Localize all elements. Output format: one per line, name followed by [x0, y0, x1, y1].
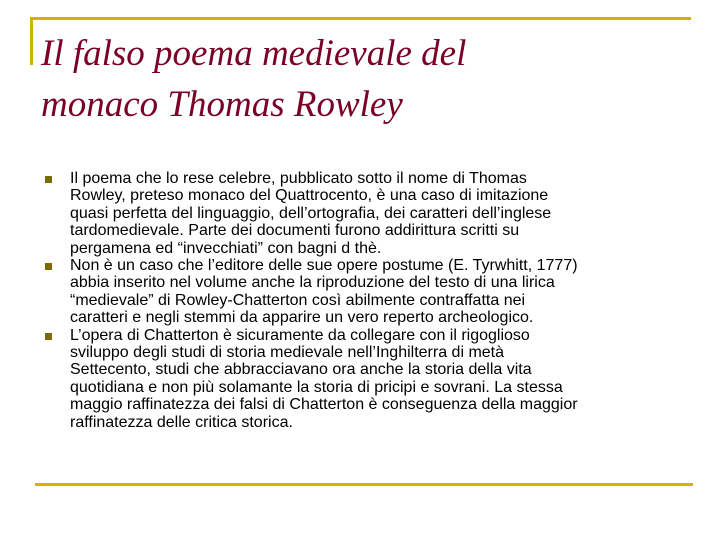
- text-line: Settecento, studi che abbracciavano ora anche la storia della vita: [70, 361, 532, 379]
- text-line: maggio raffinatezza dei falsi di Chatterton è conseguenza della maggior: [70, 396, 578, 414]
- bullet-text: [70, 257, 684, 327]
- text-line: pergamena ed “invecchiati” con bagni d thè.: [70, 239, 382, 257]
- text-line: caratteri e negli stemmi da apparire un vero reperto archeologico.: [70, 309, 534, 327]
- frame-bottom-rule: [35, 483, 693, 486]
- text-line: sviluppo degli studi di storia medievale nell’Inghilterra di metà: [70, 344, 505, 362]
- text-line: “medievale” di Rowley-Chatterton così abilmente contraffatta nei: [70, 291, 526, 309]
- text-line: quasi perfetta del linguaggio, dell’ortografia, dei caratteri dell’inglese: [70, 204, 552, 222]
- text-line: Non è un caso che l’editore delle sue opere postume (E. Tyrwhitt, 1777): [70, 257, 578, 275]
- text-line: tardomedievale. Parte dei documenti furono addirittura scritti su: [70, 222, 520, 240]
- text-line: quotidiana e non più solamante la storia di pricipi e sovrani. La stessa: [70, 378, 563, 396]
- bullet-list: [44, 170, 684, 431]
- bullet-text: [70, 327, 684, 431]
- square-bullet-icon: [45, 333, 52, 340]
- frame-left-rule: [30, 17, 33, 65]
- bullet-item: [44, 327, 684, 431]
- bullet-item: [44, 170, 684, 257]
- bullet-item: [44, 257, 684, 327]
- square-bullet-icon: [45, 176, 52, 183]
- bullet-text: [70, 170, 684, 257]
- text-line: Il poema che lo rese celebre, pubblicato sotto il nome di Thomas: [70, 170, 527, 187]
- frame-top-rule: [30, 17, 691, 20]
- text-line: raffinatezza delle critica storica.: [70, 413, 293, 431]
- title-line: monaco Thomas Rowley: [41, 84, 403, 125]
- text-line: abbia inserito nel volume anche la riproduzione del testo di una lirica: [70, 274, 555, 292]
- slide-title: [41, 28, 681, 130]
- square-bullet-icon: [45, 263, 52, 270]
- text-line: Rowley, preteso monaco del Quattrocento, è una caso di imitazione: [70, 187, 549, 205]
- title-line: Il falso poema medievale del: [41, 33, 467, 74]
- text-line: L’opera di Chatterton è sicuramente da collegare con il rigoglioso: [70, 326, 530, 344]
